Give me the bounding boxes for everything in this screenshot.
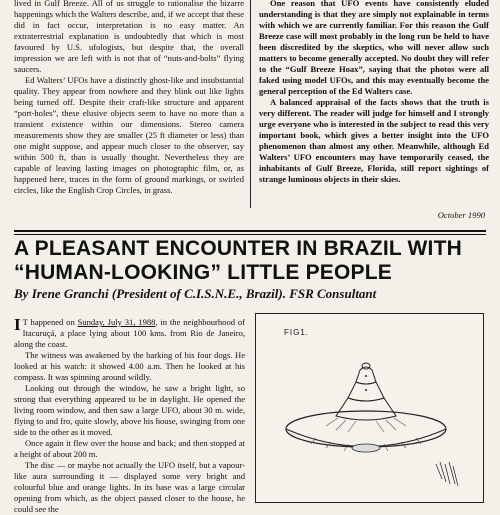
paragraph-1-start: T happened on — [22, 317, 78, 327]
article-paragraph-2: The witness was awakened by the barking of his four dogs. He looked at his watch: it showed 4.00 a.m. Then he looked at his compass. It was spinning around wildly. — [14, 350, 245, 382]
article-paragraph-1 — [14, 317, 245, 350]
top-right-column — [259, 0, 489, 185]
article-paragraph-5: The disc — or maybe not actually the UFO itself, but a vapour-like aura surrounding it — displayed some very bright and colourful blue and orange lights. In its base was a large circular opening from which, as the object passed closer to the house, he could see the — [14, 460, 245, 514]
article-paragraph-4: Once again it flew over the house and back; and then stopped at a height of about 200 m. — [14, 438, 245, 459]
top-right-paragraph-2: A balanced appraisal of the facts shows that the truth is very different. The reader will judge for himself and I strongly urge everyone who is interested in the subject to read this very important book, which gives a better insight into the UFO phenomenon than almost any other. Meanwhile, although Ed Walters’ UFO encounters may have temporarily ceased, the inhabitants of Gulf Breeze, Florida, still report sightings of strange luminous objects in their skies. — [259, 97, 489, 184]
article-body-column — [14, 317, 245, 515]
ufo-sketch-drawing — [256, 314, 485, 504]
top-left-paragraph-2: Ed Walters’ UFOs have a distinctly ghost-like and insubstantial quality. They appear from nowhere and they blink out like lights being turned off. Despite their craft-like structure and apparent “port-holes”, these elusive objects seem to have no more than a transient existence within our dimensions. Stereo camera measurements show they are smaller (25 ft diameter or less) than one might suppose, and appear much closer to the observer, say within 500 ft, than is usually thought. Nevertheless they are capable of leaving lasting images on photographic film, or, as happened here, traces in the form of ground markings, or swirled circles, like the English Crop Circles, in grass. — [14, 75, 244, 195]
top-left-column — [14, 0, 244, 196]
article-byline: By Irene Granchi (President of C.I.S.N.E., Brazil). FSR Consultant — [14, 286, 377, 301]
section-rule-bold — [14, 230, 486, 232]
top-left-paragraph-1: lived in Gulf Breeze. All of us struggle to rationalise the bizarre happenings which the Walters describe, and, if we accept that these did in fact occur, interpretation is no easy matter. An extraterrestrial explanation is undoubtedly that which is most favoured by U.S. ufologists, but despite that, the overall impression we are left with is not that of “nuts-and-bolts” flying saucers. — [14, 0, 244, 74]
drop-cap: I — [14, 315, 21, 334]
column-divider — [250, 0, 251, 208]
article-headline — [14, 237, 494, 285]
article-date: October 1990 — [437, 210, 485, 220]
figure-label: FIG1. — [284, 328, 310, 337]
top-right-paragraph-1: One reason that UFO events have consistently eluded understanding is that they are simply not explainable in terms with which we are currently familiar. For this reason the Gulf Breeze case will most probably in the long run be held to have been discredited by the skeptics, who will never allow such matters to become generally accepted. No doubt they will refer to the “Gulf Breeze Hoax”, saying that the photos were all faked using model UFOs, and this may eventually become the general perception of the Ed Walters case. — [259, 0, 489, 96]
section-rule-thin — [14, 234, 486, 235]
ufo-sketch-figure — [255, 313, 484, 503]
headline-line-2: “HUMAN-LOOKING” LITTLE PEOPLE — [14, 261, 392, 284]
event-date: Sunday, July 31, 1988 — [77, 317, 156, 327]
paragraph-1-end: , in the neighbourhood of Itacuruçá, a place lying about 100 kms. from Rio de Janeiro, along the coast. — [14, 317, 245, 349]
headline-line-1: A PLEASANT ENCOUNTER IN BRAZIL WITH — [14, 237, 462, 260]
article-paragraph-3: Looking out through the window, he saw a bright light, so strong that everything appeared to be in daylight. He opened the living room window, and then saw a large UFO, about 30 m. wide, flying to and fro, quite slowly, above his house, swinging from one side to the other as it moved. — [14, 383, 245, 437]
